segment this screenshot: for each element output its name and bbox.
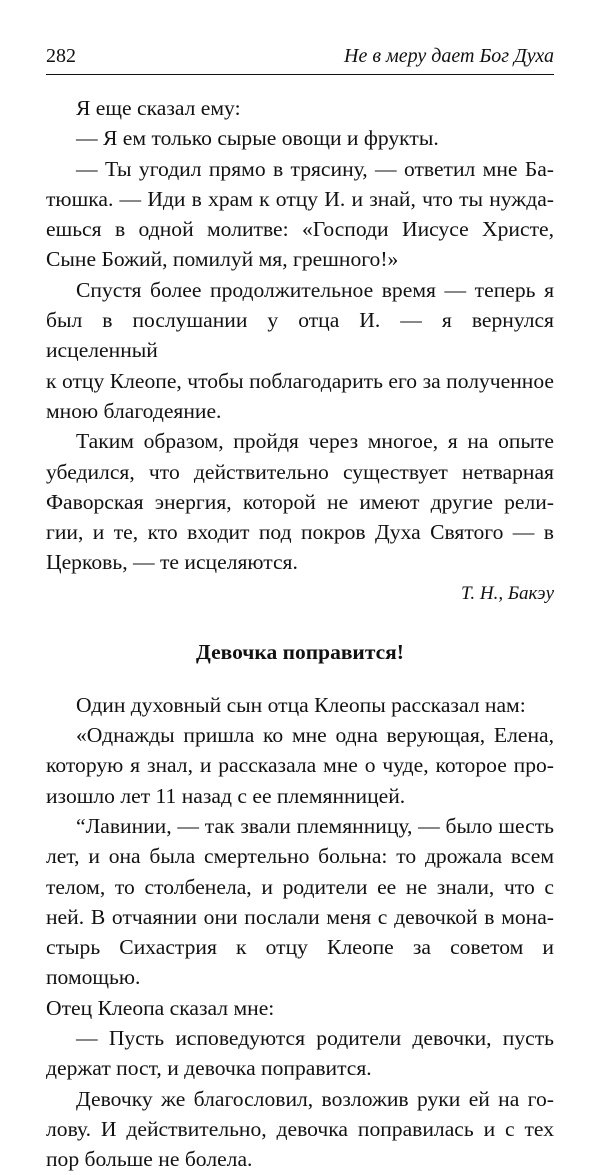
- text-line: — Пусть исповедуются родители девочки, пусть: [76, 1026, 554, 1051]
- page-number: 282: [46, 45, 76, 67]
- text-line: телом, то столбенела, и родители ее не знали, что с: [46, 874, 554, 899]
- page-content: [46, 93, 554, 1175]
- text-line: Девочку же благословил, возложив руки ей на го-: [76, 1086, 554, 1111]
- text-line: которую я знал, и рассказала мне о чуде, которое про-: [46, 753, 554, 778]
- text-line: Отец Клеопа сказал мне:: [46, 995, 275, 1020]
- text-line: ней. В отчаянии они послали меня с девочкой в мона-: [46, 904, 554, 929]
- paragraph: [46, 426, 554, 577]
- paragraph: [46, 93, 554, 123]
- text-line: ешься в одной молитве: «Господи Иисусе Христе,: [46, 217, 554, 242]
- paragraph: [46, 275, 554, 426]
- story-one: [46, 93, 554, 578]
- text-line: убедился, что действительно существует нетварная: [46, 459, 554, 484]
- running-title: Не в меру дает Бог Духа: [344, 45, 554, 67]
- text-line: к отцу Клеопе, чтобы поблагодарить его за полученное: [46, 368, 554, 393]
- paragraph: [46, 1023, 554, 1084]
- paragraph: [46, 123, 554, 153]
- text-line: — Ты угодил прямо в трясину, — ответил мне Ба-: [76, 156, 554, 181]
- text-line: Фаворская энергия, которой не имеют другие рели-: [46, 489, 554, 514]
- page-header: [46, 44, 554, 75]
- text-line: Таким образом, пройдя через многое, я на опыте: [76, 429, 554, 454]
- text-line: Церковь, — те исцеляются.: [46, 550, 298, 575]
- text-line: гии, и те, кто входит под покров Духа Святого — в: [46, 520, 554, 545]
- story-two: [46, 690, 554, 1175]
- text-line: пор больше не болела.: [46, 1147, 253, 1172]
- text-line: Сыне Божий, помилуй мя, грешного!»: [46, 247, 399, 272]
- text-line: Один духовный сын отца Клеопы рассказал нам:: [76, 692, 526, 717]
- paragraph: [46, 154, 554, 275]
- text-line: изошло лет 11 назад с ее племянницей.: [46, 783, 406, 808]
- section-title: Девочка поправится!: [196, 639, 404, 664]
- paragraph: [46, 811, 554, 1023]
- signature: Т. Н., Бакэу: [461, 582, 554, 604]
- text-line: тюшка. — Иди в храм к отцу И. и знай, что ты нужда-: [46, 186, 554, 211]
- text-line: Спустя более продолжительное время — теперь я: [76, 277, 554, 302]
- paragraph: [46, 1084, 554, 1175]
- text-line: лову. И действительно, девочка поправилась и с тех: [46, 1116, 554, 1141]
- text-line: — Я ем только сырые овощи и фрукты.: [76, 126, 439, 151]
- text-line: держат пост, и девочка поправится.: [46, 1056, 372, 1081]
- text-line: лет, и она была смертельно больна: то дрожала всем: [46, 844, 554, 869]
- text-line: «Однажды пришла ко мне одна верующая, Елена,: [76, 723, 554, 748]
- text-line: Я еще сказал ему:: [76, 96, 241, 120]
- text-line: был в послушании у отца И. — я вернулся исцеленный: [46, 308, 554, 363]
- text-line: стырь Сихастрия к отцу Клеопе за советом и помощью.: [46, 935, 554, 990]
- paragraph: [46, 690, 554, 720]
- paragraph: [46, 720, 554, 811]
- text-line: “Лавинии, — так звали племянницу, — было шесть: [76, 813, 554, 838]
- text-line: мною благодеяние.: [46, 398, 222, 423]
